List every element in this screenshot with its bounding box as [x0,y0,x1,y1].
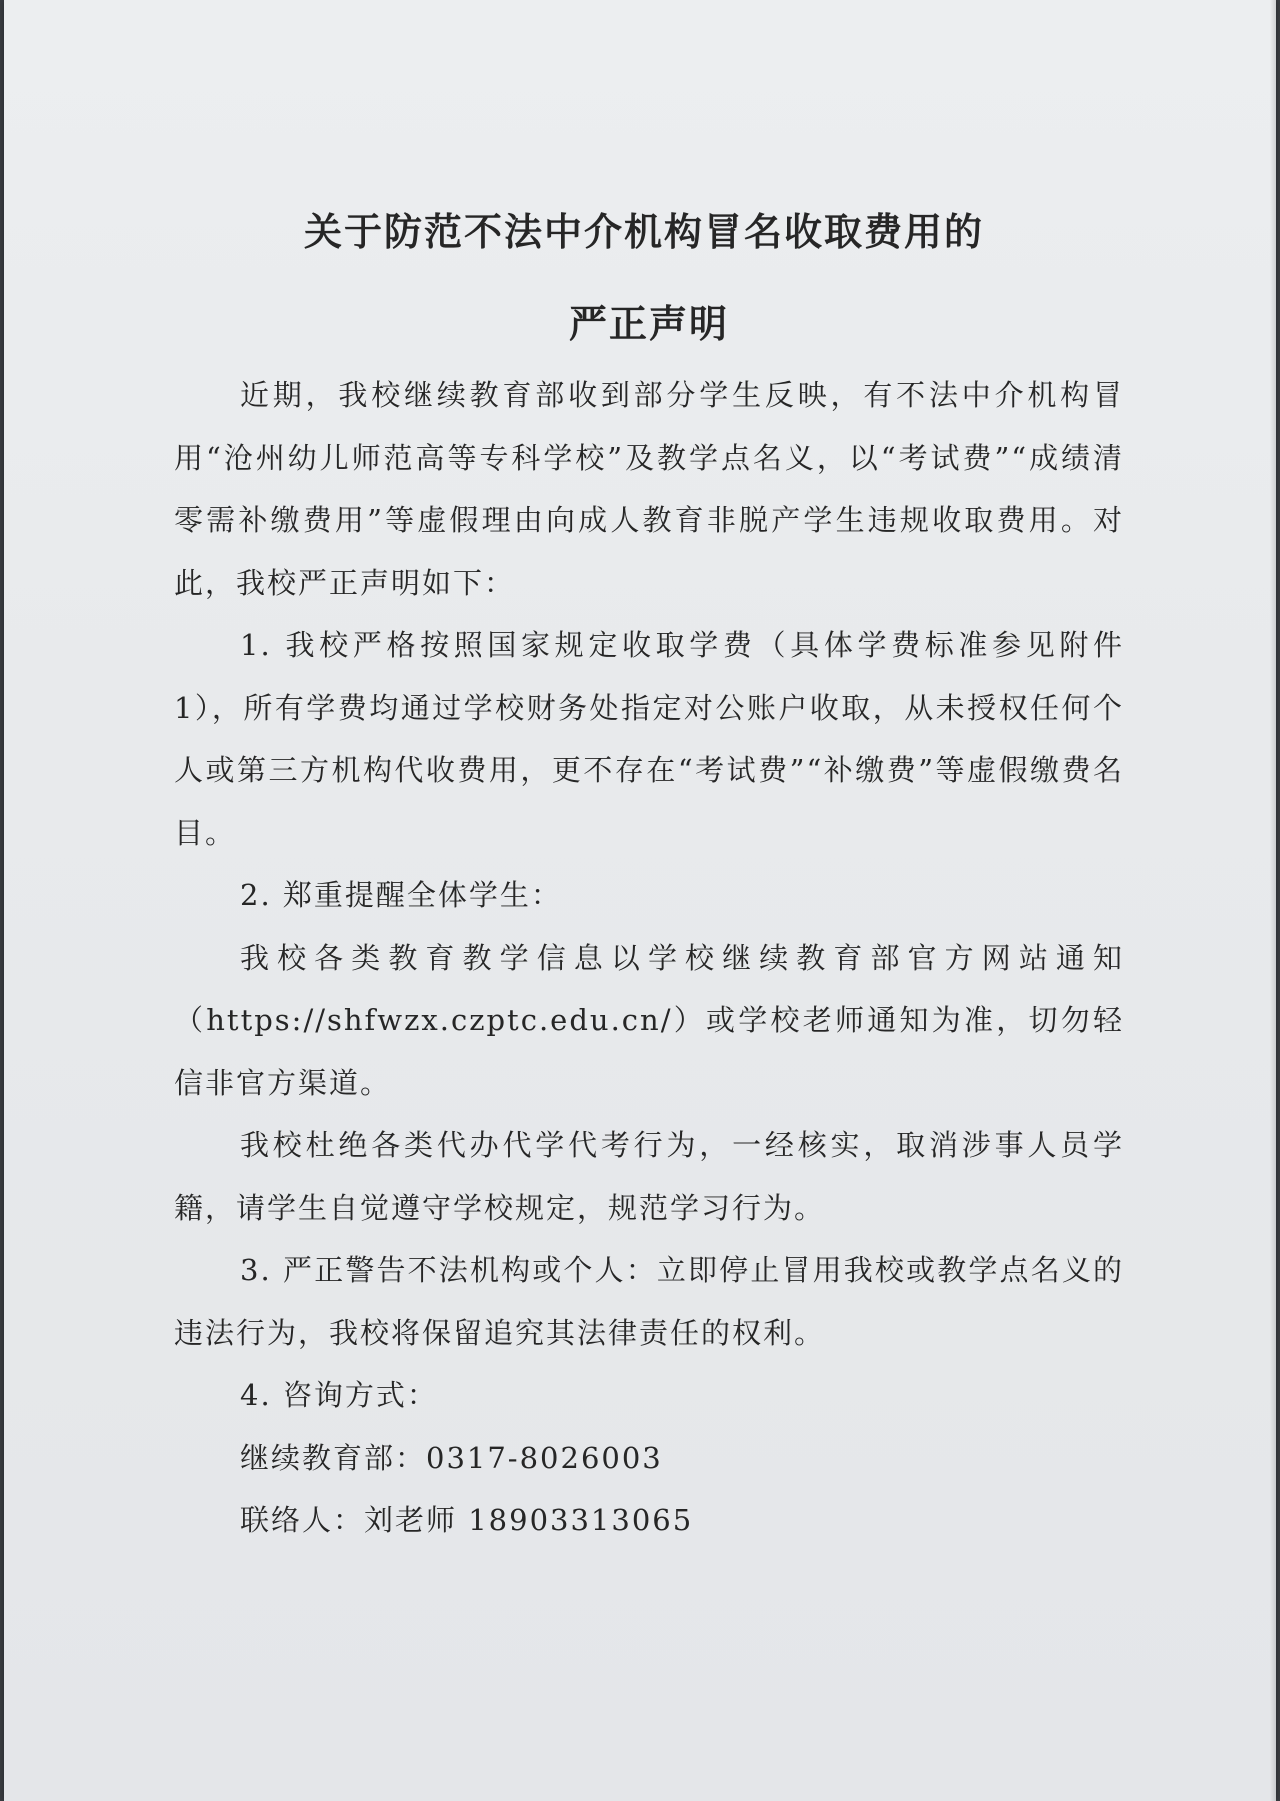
item-2-heading: 2. 郑重提醒全体学生： [240,878,562,912]
item-2-paragraph-2: 我校杜绝各类代办代学代考行为，一经核实，取消涉事人员学籍，请学生自觉遵守学校规定，规范学习行为。 [174,1128,1124,1225]
item-1-paragraph: 1. 我校严格按照国家规定收取学费（具体学费标准参见附件1），所有学费均通过学校财务处指定对公账户收取，从未授权任何个人或第三方机构代收费用，更不存在“考试费”“补缴费”等虚假缴费名目。 [174,628,1124,850]
contact-department: 继续教育部：0317-8026003 [240,1440,663,1475]
item-4-heading: 4. 咨询方式： [240,1378,438,1412]
statement-body [174,210,1124,1552]
paper-sheet [4,0,1276,1801]
item-3-paragraph: 3. 严正警告不法机构或个人：立即停止冒用我校或教学点名义的违法行为，我校将保留追究其法律责任的权利。 [174,1253,1124,1350]
document-title-line-1: 关于防范不法中介机构冒名收取费用的 [303,209,984,254]
sheet-edge-shadow [1270,0,1276,1801]
contact-person: 联络人：刘老师 18903313065 [240,1503,694,1537]
item-2-paragraph-1: 我校各类教育教学信息以学校继续教育部官方网站通知（https://shfwzx.czptc.edu.cn/）或学校老师通知为准，切勿轻信非官方渠道。 [174,940,1124,1100]
document-title-line-2: 严正声明 [568,301,729,346]
intro-paragraph: 近期，我校继续教育部收到部分学生反映，有不法中介机构冒用“沧州幼儿师范高等专科学校”及教学点名义，以“考试费”“成绩清零需补缴费用”等虚假理由向成人教育非脱产学生违规收取费用。对此，我校严正声明如下： [174,378,1124,600]
